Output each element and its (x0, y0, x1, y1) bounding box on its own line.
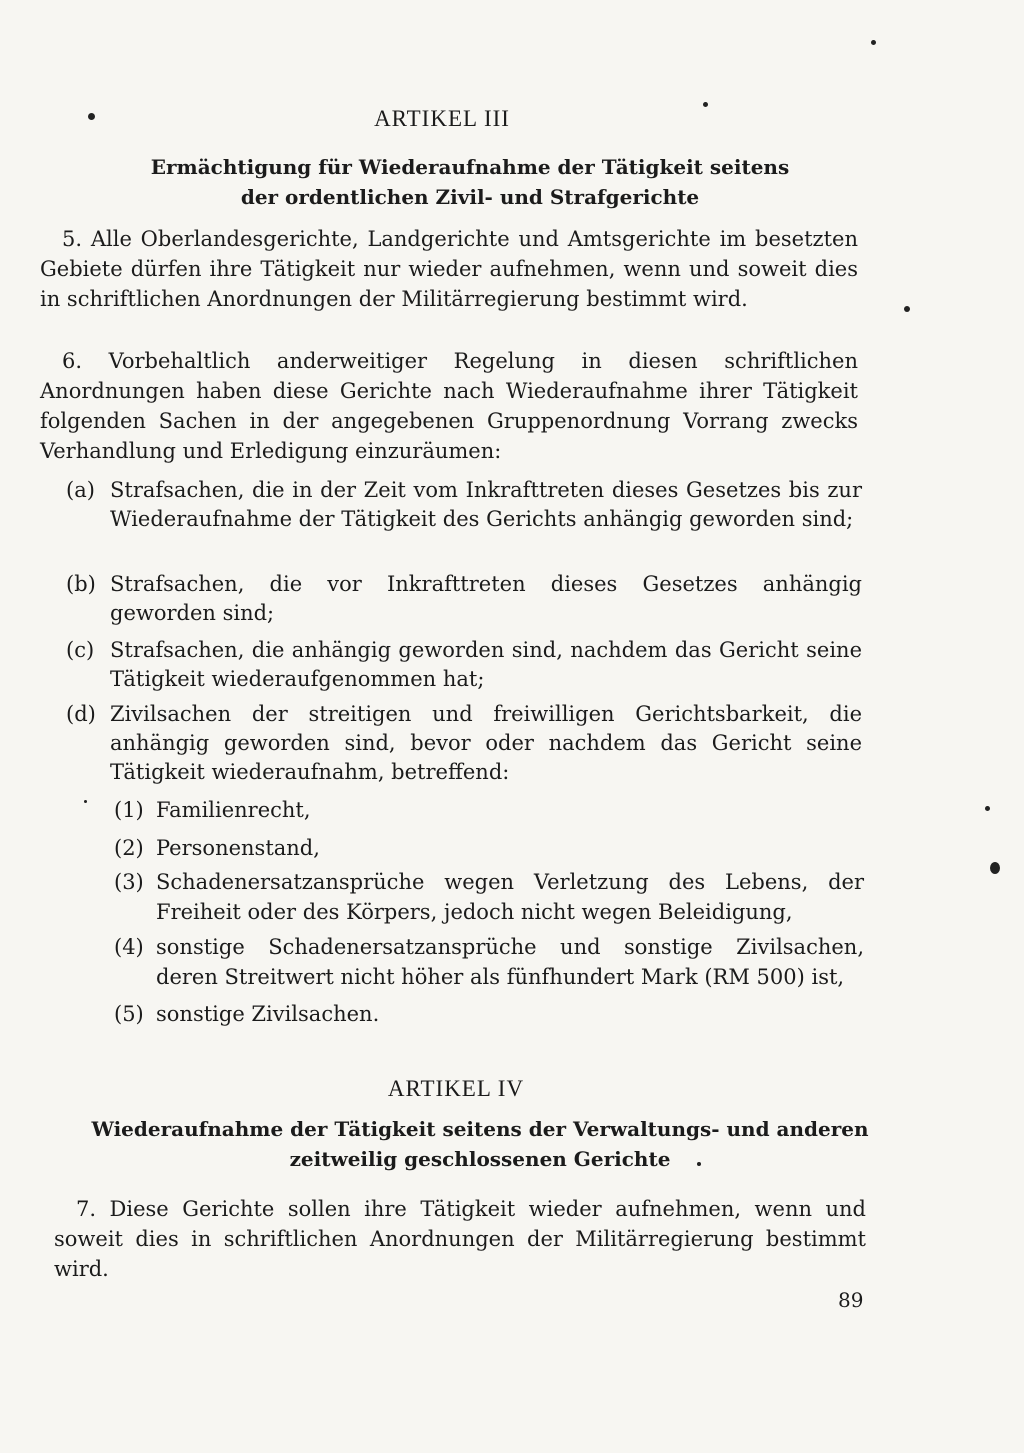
article-iii-title-line1: Ermächtigung für Wiederaufnahme der Tätigkeit seitens (150, 155, 790, 179)
sub-item-text: Personenstand, (156, 836, 320, 860)
list-item-b (66, 570, 862, 628)
paragraph-7-number: 7. (76, 1197, 97, 1221)
paragraph-5-text: Alle Oberlandesgerichte, Landgerichte und Amtsgerichte im besetzten Gebiete dürfen ihre Tätigkeit nur wieder aufnehmen, wenn und soweit dies in schriftlichen Anordnungen der Militärregierung bestimmt wird. (40, 227, 858, 311)
sub-item-marker: (1) (114, 798, 144, 822)
scan-speck (871, 40, 876, 45)
sub-item-marker: (3) (114, 870, 144, 894)
sub-item-text: sonstige Schadenersatzansprüche und sonstige Zivilsachen, deren Streitwert nicht höher als fünfhundert Mark (RM 500) ist, (156, 935, 864, 989)
list-item-marker: (b) (66, 572, 96, 596)
article-iv-heading: ARTIKEL IV (387, 1076, 525, 1101)
paragraph-7-text: Diese Gerichte sollen ihre Tätigkeit wieder aufnehmen, wenn und soweit dies in schriftlichen Anordnungen der Militärregierung bestimmt wird. (54, 1197, 866, 1281)
scan-speck (697, 1162, 701, 1166)
scan-speck (703, 102, 708, 107)
sub-item-text: Familienrecht, (156, 798, 311, 822)
list-item-text: Strafsachen, die vor Inkrafttreten dieses Gesetzes anhängig geworden sind; (110, 572, 862, 625)
list-item-c (66, 636, 862, 694)
article-iv-title-line2: zeitweilig geschlossenen Gerichte (289, 1147, 671, 1171)
list-item-marker: (d) (66, 702, 96, 726)
article-iii-heading: ARTIKEL III (374, 106, 510, 131)
scan-speck (88, 113, 95, 120)
list-item-marker: (c) (66, 638, 95, 662)
paragraph-6-text: Vorbehaltlich anderweitiger Regelung in diesen schriftlichen Anordnungen haben diese Gerichte nach Wiederaufnahme ihrer Tätigkeit folgenden Sachen in der angegebenen Gruppenordnung Vorrang zwecks Verhandlung und Erledigung einzuräumen: (40, 349, 858, 463)
scan-speck (985, 806, 990, 811)
sub-item-2 (114, 833, 864, 863)
paragraph-7 (54, 1194, 866, 1284)
list-item-text: Zivilsachen der streitigen und freiwilligen Gerichtsbarkeit, die anhängig geworden sind, bevor oder nachdem das Gericht seine Tätigkeit wiederaufnahm, betreffend: (110, 702, 862, 784)
scan-speck (904, 306, 910, 312)
scan-speck (84, 800, 87, 803)
sub-item-marker: (2) (114, 836, 144, 860)
list-item-text: Strafsachen, die anhängig geworden sind, nachdem das Gericht seine Tätigkeit wiederaufgenommen hat; (110, 638, 862, 691)
list-item-d (66, 700, 862, 787)
paragraph-5 (40, 224, 858, 314)
sub-item-4 (114, 932, 864, 992)
sub-item-marker: (4) (114, 935, 144, 959)
sub-item-5 (114, 999, 864, 1029)
article-iii-title (40, 152, 900, 212)
sub-item-3 (114, 867, 864, 927)
article-iv-title (40, 1114, 920, 1174)
article-iv-title-line1: Wiederaufnahme der Tätigkeit seitens der Verwaltungs- und anderen (91, 1117, 869, 1141)
list-item-text: Strafsachen, die in der Zeit vom Inkrafttreten dieses Gesetzes bis zur Wiederaufnahme der Tätigkeit des Gerichts anhängig geworden sind; (110, 478, 862, 531)
page-number: 89 (838, 1288, 864, 1312)
list-item-a (66, 476, 862, 534)
sub-item-marker: (5) (114, 1002, 144, 1026)
paragraph-5-number: 5. (62, 227, 83, 251)
scan-speck (990, 862, 1000, 874)
sub-item-text: Schadenersatzansprüche wegen Verletzung des Lebens, der Freiheit oder des Körpers, jedoch nicht wegen Beleidigung, (156, 870, 864, 924)
paragraph-6 (40, 346, 858, 466)
sub-item-text: sonstige Zivilsachen. (156, 1002, 380, 1026)
article-iii-title-line2: der ordentlichen Zivil- und Strafgerichte (240, 185, 700, 209)
sub-item-1 (114, 795, 864, 825)
list-item-marker: (a) (66, 478, 95, 502)
paragraph-6-number: 6. (62, 349, 83, 373)
